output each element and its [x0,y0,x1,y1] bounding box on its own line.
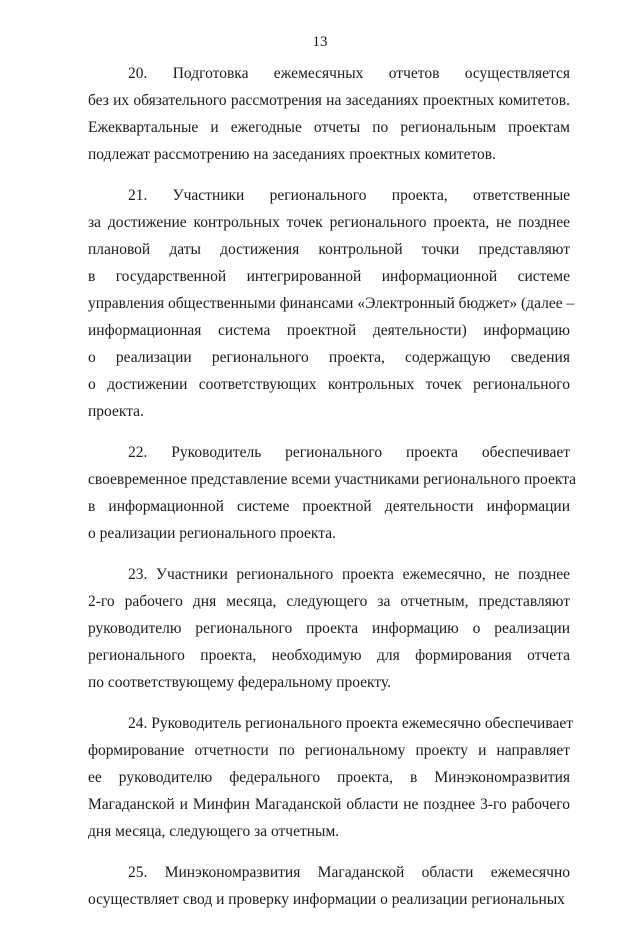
text-line: за достижение контрольных точек регионального проекта, не позднее [88,214,570,231]
text-line: 20. Подготовка ежемесячных отчетов осуществляется [128,65,570,82]
text-line: управления общественными финансами «Электронный бюджет» (далее – [88,295,575,312]
text-line: проекта. [88,403,144,420]
text-line: 22. Руководитель регионального проекта обеспечивает [128,444,570,461]
text-line: осуществляет свод и проверку информации о реализации региональных [88,891,565,908]
text-line: по соответствующему федеральному проекту. [88,674,392,691]
text-line: плановой даты достижения контрольной точки представляют [88,241,570,258]
document-body [88,60,577,927]
text-line: 2-го рабочего дня месяца, следующего за отчетным, представляют [88,593,570,610]
text-line: 23. Участники регионального проекта ежемесячно, не позднее [128,566,570,583]
text-line: руководителю регионального проекта информацию о реализации [88,620,570,637]
text-line: дня месяца, следующего за отчетным. [88,823,340,840]
text-line: Ежеквартальные и ежегодные отчеты по региональным проектам [88,119,570,136]
text-line: информационная система проектной деятельности) информацию [88,322,570,339]
text-line: о реализации регионального проекта. [88,525,336,542]
text-line: 25. Минэкономразвития Магаданской области ежемесячно [128,864,570,881]
paragraph [88,60,570,168]
text-line: без их обязательного рассмотрения на заседаниях проектных комитетов. [88,92,570,109]
text-line: 21. Участники регионального проекта, ответственные [128,187,570,204]
text-line: 24. Руководитель регионального проекта ежемесячно обеспечивает [128,715,574,732]
text-line: о реализации регионального проекта, содержащую сведения [88,349,570,366]
paragraph [88,561,570,696]
text-line: о достижении соответствующих контрольных точек регионального [88,376,570,393]
text-line: ее руководителю федерального проекта, в Минэкономразвития [88,769,570,786]
paragraph [88,710,574,845]
paragraph [88,182,575,425]
text-line: формирование отчетности по региональному проекту и направляет [88,742,570,759]
text-line: своевременное представление всеми участниками регионального проекта [88,471,577,488]
page-number: 13 [312,34,328,50]
text-line: в информационной системе проектной деятельности информации [88,498,570,515]
text-line: подлежат рассмотрению на заседаниях проектных комитетов. [88,146,496,163]
paragraph [88,439,577,547]
text-line: Магаданской и Минфин Магаданской области не позднее 3-го рабочего [88,796,570,813]
text-line: в государственной интегрированной информационной системе [88,268,570,285]
text-line: регионального проекта, необходимую для формирования отчета [88,647,570,664]
